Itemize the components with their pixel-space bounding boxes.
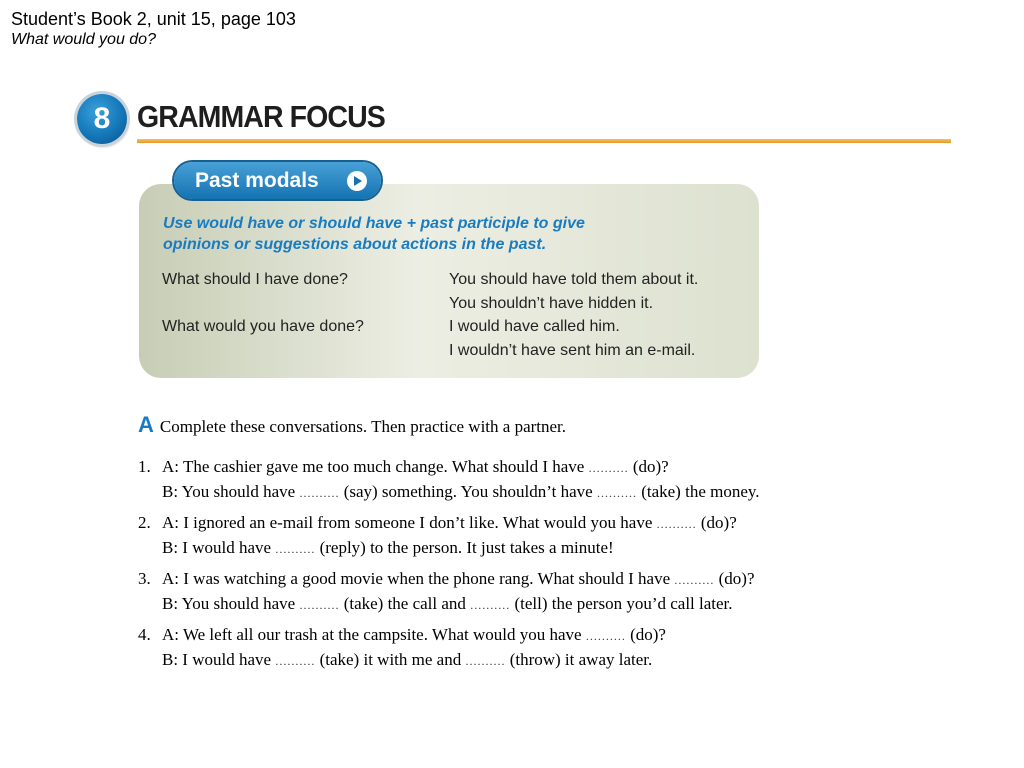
blank[interactable]: .......... xyxy=(465,654,506,668)
line-b-text: (throw) it away later. xyxy=(505,650,653,669)
blank[interactable]: .......... xyxy=(299,598,340,612)
past-modals-pill[interactable] xyxy=(174,162,381,199)
exercise-item xyxy=(138,567,755,617)
grammar-rule xyxy=(163,213,743,255)
blank[interactable]: .......... xyxy=(470,598,511,612)
item-number: 2. xyxy=(138,513,151,532)
exercise-instruction: Complete these conversations. Then practice with a partner. xyxy=(159,417,567,436)
exercise-heading xyxy=(138,412,566,438)
example-answer: I would have called him. xyxy=(449,318,620,335)
example-answer: I wouldn’t have sent him an e-mail. xyxy=(449,342,696,359)
line-b-text: B: You should have xyxy=(162,482,300,501)
line-b-text: B: I would have xyxy=(162,538,276,557)
line-b-text: (say) something. You shouldn’t have xyxy=(339,482,597,501)
blank[interactable]: .......... xyxy=(656,517,697,531)
line-a-text: A: I was watching a good movie when the phone rang. What should I have xyxy=(162,569,675,588)
item-number: 1. xyxy=(138,457,151,476)
exercise-letter: A xyxy=(138,412,154,437)
line-b-text: B: You should have xyxy=(162,594,300,613)
exercise-item xyxy=(138,455,760,505)
example-answer: You should have told them about it. xyxy=(449,271,699,288)
line-b-text: (take) the money. xyxy=(636,482,760,501)
blank[interactable]: .......... xyxy=(588,461,629,475)
exercise-item xyxy=(138,511,737,561)
item-number: 4. xyxy=(138,625,151,644)
unit-title: What would you do? xyxy=(11,31,156,48)
example-question: What should I have done? xyxy=(162,271,348,288)
line-a-text: (do)? xyxy=(714,569,755,588)
line-a-text: A: I ignored an e-mail from someone I don’t like. What would you have xyxy=(162,513,657,532)
item-number: 3. xyxy=(138,569,151,588)
book-reference: Student’s Book 2, unit 15, page 103 xyxy=(11,9,296,29)
grammar-rule-line: opinions or suggestions about actions in the past. xyxy=(163,236,547,253)
line-a-text: A: We left all our trash at the campsite. What would you have xyxy=(162,625,586,644)
section-number-badge: 8 xyxy=(77,94,127,144)
blank[interactable]: .......... xyxy=(674,573,715,587)
title-divider xyxy=(137,139,951,143)
line-a-text: (do)? xyxy=(625,625,666,644)
blank[interactable]: .......... xyxy=(299,486,340,500)
blank[interactable]: .......... xyxy=(585,629,626,643)
line-b-text: B: I would have xyxy=(162,650,276,669)
section-title: GRAMMAR FOCUS xyxy=(137,99,385,134)
play-icon[interactable] xyxy=(347,171,367,191)
line-a-text: (do)? xyxy=(628,457,669,476)
blank[interactable]: .......... xyxy=(275,542,316,556)
line-b-text: (reply) to the person. It just takes a minute! xyxy=(315,538,614,557)
blank[interactable]: .......... xyxy=(596,486,637,500)
pill-label: Past modals xyxy=(195,169,319,192)
blank[interactable]: .......... xyxy=(275,654,316,668)
line-b-text: (tell) the person you’d call later. xyxy=(510,594,733,613)
exercise-item xyxy=(138,623,666,673)
line-b-text: (take) it with me and xyxy=(315,650,466,669)
slide-header xyxy=(11,9,296,50)
grammar-rule-line: Use would have or should have + past participle to give xyxy=(163,215,585,232)
line-a-text: (do)? xyxy=(696,513,737,532)
line-a-text: A: The cashier gave me too much change. What should I have xyxy=(162,457,589,476)
example-answer: You shouldn’t have hidden it. xyxy=(449,295,654,312)
example-question: What would you have done? xyxy=(162,318,364,335)
line-b-text: (take) the call and xyxy=(339,594,471,613)
